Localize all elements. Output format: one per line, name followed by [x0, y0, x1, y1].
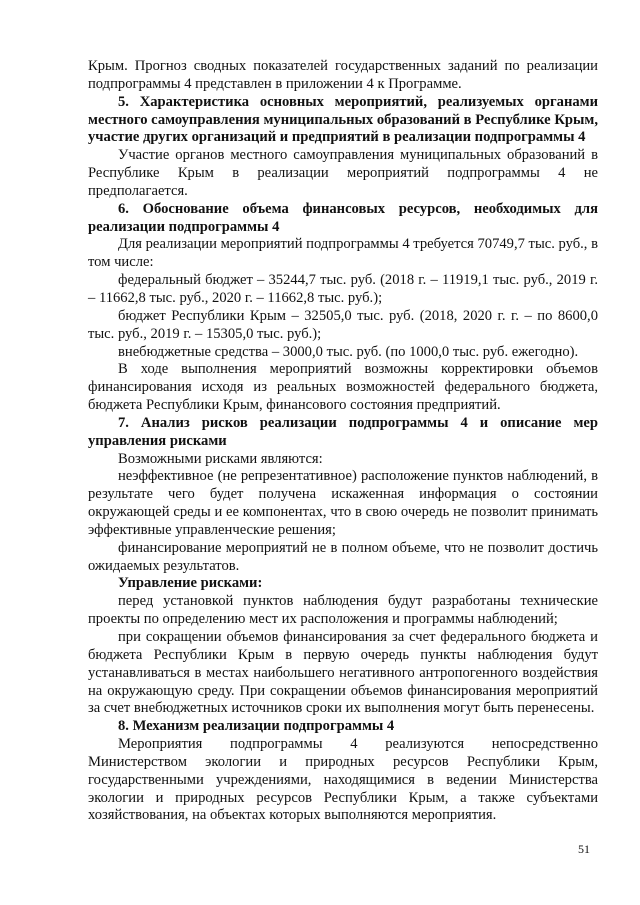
- document-body: [88, 58, 598, 825]
- paragraph-5-1: Участие органов местного самоуправления муниципальных образований в Республике Крым в реализации мероприятий подпрограммы 4 не предполагается.: [88, 147, 598, 199]
- section-5-heading: 5. Характеристика основных мероприятий, реализуемых органами местного самоуправления муниципальных образований в Республике Крым, участие других организаций и предприятий в реализации подпрограммы 4: [88, 93, 598, 146]
- paragraph-8-1: Мероприятия подпрограммы 4 реализуются непосредственно Министерством экологии и природных ресурсов Республики Крым, государственными учреждениями, находящимися в ведении Министерства экологии и природных ресурсов Республики Крым, а также субъектами хозяйствования, на объектах которых выполняются мероприятия.: [88, 736, 598, 824]
- paragraph-6-2: федеральный бюджет – 35244,7 тыс. руб. (2018 г. – 11919,1 тыс. руб., 2019 г. – 11662,8 тыс. руб., 2020 г. – 11662,8 тыс. руб.);: [88, 272, 598, 306]
- paragraph-7-3: финансирование мероприятий не в полном объеме, что не позволит достичь ожидаемых результатов.: [88, 539, 598, 574]
- section-8-heading: 8. Механизм реализации подпрограммы 4: [118, 718, 395, 735]
- paragraph-7-1: Возможными рисками являются:: [118, 450, 323, 467]
- paragraph-6-5: В ходе выполнения мероприятий возможны корректировки объемов финансирования исходя из реальных возможностей федерального бюджета, бюджета Республики Крым, финансового состояния предприятий.: [88, 361, 598, 414]
- paragraph-7-6: при сокращении объемов финансирования за счет федерального бюджета и бюджета Республики Крым в первую очередь пункты наблюдения будут устанавливаться в местах наибольшего негативного антропогенного воздействия на окружающую среду. При сокращении объемов финансирования мероприятий за счет внебюджетных источников сроки их выполнения могут быть перенесены.: [88, 629, 598, 717]
- paragraph-6-4: внебюджетные средства – 3000,0 тыс. руб. (по 1000,0 тыс. руб. ежегодно).: [118, 343, 579, 360]
- paragraph-6-3: бюджет Республики Крым – 32505,0 тыс. руб. (2018, 2020 г. г. – по 8600,0 тыс. руб., 2019 г. – 15305,0 тыс. руб.);: [88, 307, 598, 342]
- page-number: 51: [578, 842, 590, 856]
- paragraph-7-5: перед установкой пунктов наблюдения будут разработаны технические проекты по определению мест их расположения и программы наблюдений;: [88, 593, 598, 628]
- paragraph-6-1: Для реализации мероприятий подпрограммы 4 требуется 70749,7 тыс. руб., в том числе:: [88, 236, 598, 271]
- section-6-heading: 6. Обоснование объема финансовых ресурсов, необходимых для реализации подпрограммы 4: [88, 200, 598, 235]
- risk-management-subheading: Управление рисками:: [118, 575, 263, 592]
- paragraph-intro: Крым. Прогноз сводных показателей государственных заданий по реализации подпрограммы 4 представлен в приложении 4 к Программе.: [88, 58, 598, 92]
- paragraph-7-2: неэффективное (не репрезентативное) расположение пунктов наблюдений, в результате чего будет получена искаженная информация о состоянии окружающей среды и ее компонентах, что в свою очередь не позволит принимать эффективные управленческие решения;: [88, 468, 598, 538]
- section-7-heading: 7. Анализ рисков реализации подпрограммы 4 и описание мер управления рисками: [88, 414, 598, 449]
